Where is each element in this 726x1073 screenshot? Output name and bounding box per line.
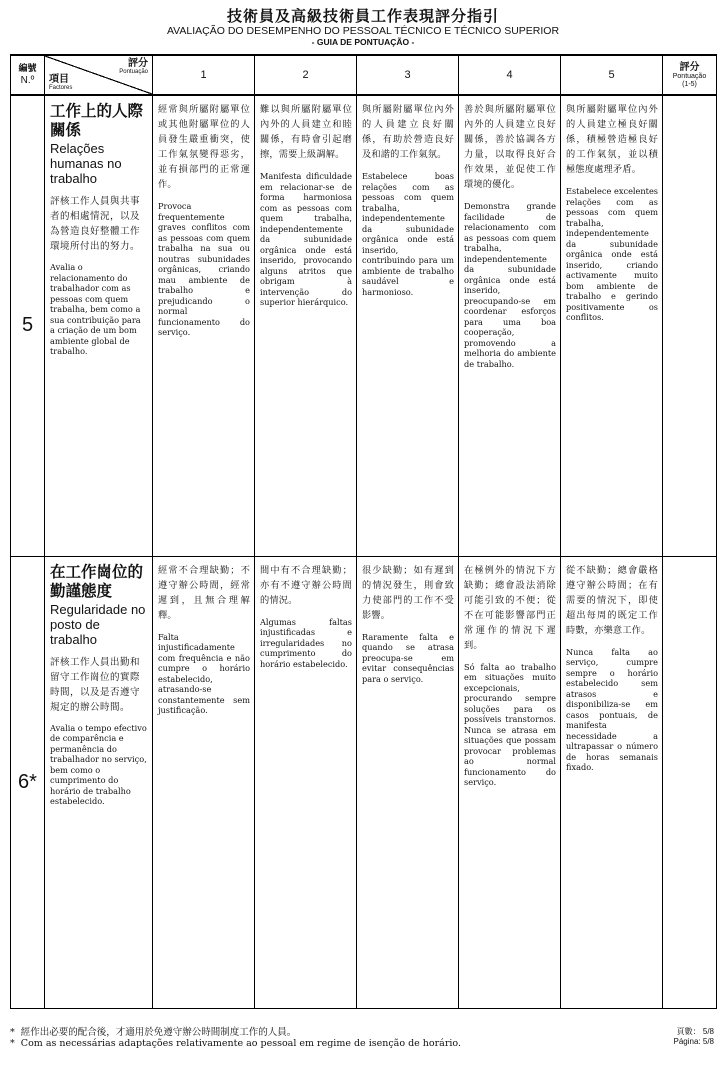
header-item-pt: Factores	[49, 85, 73, 91]
row-number: 5	[11, 95, 45, 556]
factor-cell	[45, 556, 153, 1008]
level-4-cell: 善於與所屬附屬單位內外的人員建立良好關係，善於協調各方力量，以取得良好合作效果，並促使工作環境的優化。 Demonstra grande facilidade de relacionamento com as pessoas com quem trabalha, independentemente da subunidade orgânica onde está inserido, preocupando-se em coordenar esforços para uma boa cooperação, promovendo a melhoria do ambiente de trabalho.	[459, 95, 561, 556]
factor-desc-pt: Avalia o relacionamento do trabalhador com as pessoas com quem trabalha, bem como a sua contribuição para a criação de um bom ambiente global de trabalho.	[50, 262, 141, 356]
level-5-cell: 從不缺勤；總會嚴格遵守辦公時間；在有需要的情況下，即使超出每周的既定工作時數，亦樂意工作。 Nunca falta ao serviço, cumpre sempre o horário estabelecido sem atrasos e disponibiliza-se em casos pontuais, de manifesta necessidade a ultrapassar o número de horas semanais fixado.	[561, 556, 663, 1008]
header-level-5: 5	[561, 55, 663, 95]
header-level-3: 3	[357, 55, 459, 95]
header-level-1: 1	[153, 55, 255, 95]
factor-title-zh: 工作上的人際關係	[50, 102, 144, 139]
factor-desc-zh: 評核工作人員與共事者的相處情況，以及為營造良好整體工作環境所付出的努力。	[50, 196, 141, 252]
factor-desc-zh: 評核工作人員出勤和留守工作崗位的實際時間，以及是否遵守規定的辦公時間。	[50, 656, 141, 713]
header-score-zh: 評分	[128, 58, 148, 69]
level-4-cell: 在極例外的情況下方缺勤；總會設法消除可能引致的不便；從不在可能影響部門正常運作的情況下遲到。 Só falta ao trabalho em situações muito excepcionais, procurando sempre soluções para os possíveis transtornos. Nunca se atrasa em situações que possam provocar problemas ao normal funcionamento do serviço.	[459, 556, 561, 1008]
level-1-cell: 經常不合理缺勤；不遵守辦公時間，經常遲到，且無合理解釋。 Falta injustificadamente com frequência e não cumpre o horário estabelecido, atrasando-se constantemente sem justificação.	[153, 556, 255, 1008]
factor-desc-pt: Avalia o tempo efectivo de comparência e permanência do trabalhador no serviço, bem como o cumprimento do horário de trabalho estabelecido.	[50, 722, 147, 806]
title-portuguese: AVALIAÇÃO DO DESEMPENHO DO PESSOAL TÉCNICO E TÉCNICO SUPERIOR	[166, 25, 560, 37]
level-3-cell: 與所屬附屬單位內外的人員建立良好關係，有助於營造良好及和諧的工作氣氛。 Estabelece boas relações com as pessoas com quem trabalha, independentemente da subunidade orgânica onde está inserido, contribuindo para um ambiente de trabalho saudável e harmonioso.	[357, 95, 459, 556]
header-level-4: 4	[459, 55, 561, 95]
title-chinese: 技術員及高級技術員工作表現評分指引	[226, 7, 499, 25]
header-final-score: 評分 Pontuação (1-5)	[663, 55, 717, 95]
table-row	[11, 95, 717, 556]
level-5-cell: 與所屬附屬單位內外的人員建立極良好關係，積極營造極良好的工作氣氛，並以積極態度處理矛盾。 Estabelece excelentes relações com as pessoas com quem trabalha, independentemente da subunidade orgânica onde está inserido, criando activamente muito bom ambiente de trabalho e gerindo positivamente os conflitos.	[561, 95, 663, 556]
header-item	[45, 55, 153, 95]
header-level-2: 2	[255, 55, 357, 95]
level-1-cell: 經常與所屬附屬單位或其他附屬單位的人員發生嚴重衝突，使工作氣氛變得惡劣，並有損部門的正常運作。 Provoca frequentemente graves conflitos com as pessoas com quem trabalha na sua ou noutras subunidades orgânicas, criando mau ambiente de trabalho e prejudicando o normal funcionamento do serviço.	[153, 95, 255, 556]
factor-title-pt: Relações humanas no trabalho	[50, 141, 122, 186]
factor-title-pt: Regularidade no posto de trabalho	[50, 601, 146, 647]
level-2-cell: 難以與所屬附屬單位內外的人員建立和睦關係，有時會引起磨擦，需要上級調解。 Manifesta dificuldade em relacionar-se de forma harmoniosa com as pessoas com quem trabalha, independentemente da subunidade orgânica onde está inserido, provocando alguns atritos que obrigam à intervenção do superior hierárquico.	[255, 95, 357, 556]
factor-cell	[45, 95, 153, 556]
guide-label: - GUIA DE PONTUAÇÃO -	[311, 37, 415, 47]
score-entry-cell[interactable]	[663, 95, 717, 556]
header-row	[11, 55, 717, 95]
table-row	[11, 556, 717, 1008]
document-header	[10, 8, 716, 48]
footnote-pt: * Com as necessárias adaptações relativamente ao pessoal em regime de isenção de horário.	[10, 1038, 461, 1049]
level-2-cell: 間中有不合理缺勤；亦有不遵守辦公時間的情況。 Algumas faltas injustificadas e irregularidades no cumprimento do horário estabelecido.	[255, 556, 357, 1008]
factor-title-zh: 在工作崗位的勤謹態度	[50, 562, 144, 600]
footnotes	[10, 1027, 716, 1049]
level-3-cell: 很少缺勤；如有遲到的情況發生，則會致力使部門的工作不受影響。 Raramente falta e quando se atrasa preocupa-se em evitar consequências para o serviço.	[357, 556, 459, 1008]
page-number: 頁數： 5/8 Página: 5/8	[673, 1027, 714, 1046]
row-number: 6*	[11, 556, 45, 1008]
header-score-pt: Pontuação	[119, 69, 148, 75]
scoring-table	[10, 54, 717, 1009]
score-entry-cell[interactable]	[663, 556, 717, 1008]
footnote-zh: * 經作出必要的配合後，才適用於免遵守辦公時間制度工作的人員。	[10, 1027, 297, 1038]
header-item-zh: 項目	[49, 74, 69, 85]
header-number: 編號 N.º	[11, 55, 45, 95]
